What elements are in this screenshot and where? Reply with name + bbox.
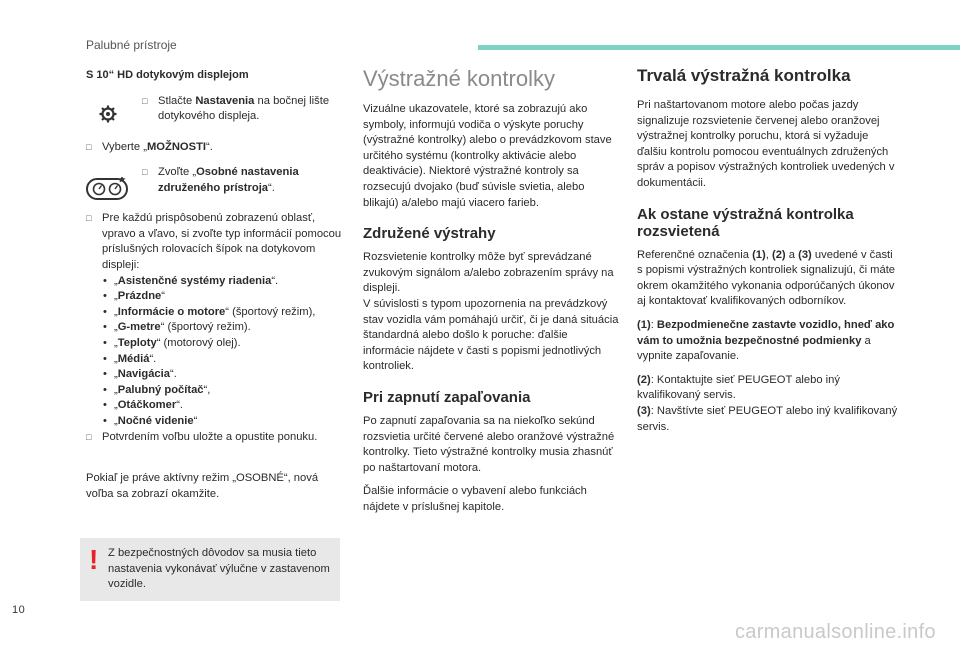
paragraph: Ďalšie informácie o vybavení alebo funkciách nájdete v príslušnej kapitole. <box>363 485 587 513</box>
cluster-settings-label: Osobné nastavenia združeného prístroja <box>158 166 299 194</box>
subsection-title: Združené výstrahy <box>363 225 496 243</box>
reference-item-1 <box>637 318 899 365</box>
subsection-title: Ak ostane výstražná kontrolka rozsvietená <box>637 205 854 240</box>
subsection-title: Pri zapnutí zapaľovania <box>363 388 531 406</box>
option-text-part: „ <box>114 305 118 318</box>
ref-2: (2) <box>771 248 786 261</box>
permanent-lamp-column <box>637 66 899 443</box>
info-options-list <box>102 274 342 430</box>
info-option-item <box>102 383 342 399</box>
info-option-item <box>102 352 342 368</box>
text-part: : <box>650 318 657 331</box>
step-text-part: na bočnej lište dotykového displeja. <box>158 94 330 123</box>
section-title: Výstražné kontrolky <box>363 66 555 91</box>
text-part: , <box>765 248 772 261</box>
option-label: Prázdne <box>117 290 162 303</box>
text-part: Referenčné označenia <box>637 248 753 261</box>
info-option-item <box>102 274 342 290</box>
option-text-part: “. <box>169 368 177 381</box>
option-label: Palubný počítač <box>117 383 204 396</box>
option-label: Asistenčné systémy riadenia <box>117 274 272 287</box>
warning-exclamation-icon: ! <box>89 544 99 575</box>
option-text-part: “. <box>176 399 184 412</box>
paragraph: V súvislosti s typom upozornenia na prevádzkový stav vozidla vám pomáhajú určiť, či je daná situácia štandardná alebo došlo k poruche: ďalšie informácie nájdete v časti s popismi jednotlivých kontroliek. <box>363 297 619 373</box>
paragraph: Rozsvietenie kontrolky môže byť sprevádzané zvukovým signálom a/alebo zobrazením správy na displeji. <box>363 251 614 295</box>
checkbox-bullet-icon: □ <box>86 141 92 152</box>
step-text-part: Vyberte „ <box>102 140 147 153</box>
reference-item-3 <box>637 404 899 435</box>
page-number: 10 <box>12 604 26 616</box>
step-text <box>142 165 342 196</box>
warning-lamps-column <box>363 66 619 523</box>
reference-paragraph <box>637 248 899 310</box>
option-text-part: “. <box>271 274 279 287</box>
warning-text: Z bezpečnostných dôvodov sa musia tieto nastavenia vykonávať výlučne v zastavenom vozidle. <box>108 547 330 591</box>
option-label: Navigácia <box>117 368 170 381</box>
step-text <box>142 94 342 125</box>
option-text-part: „ <box>114 399 118 412</box>
ref-1: (1) <box>752 248 766 261</box>
step-options <box>86 140 342 156</box>
step-text: Potvrdením voľbu uložte a opustite ponuku. <box>102 430 318 443</box>
option-text-part: „ <box>114 290 118 303</box>
header-title: Palubné prístroje <box>86 38 177 52</box>
option-label: Nočné videnie <box>117 414 194 427</box>
paragraph: Pri naštartovanom motore alebo počas jazdy signalizuje rozsvietenie červenej alebo oranžovej výstražnej kontrolky poruchu, ktorá si vyžaduje ďalšiu kontrolu pomocou eventuálnych združených správ a popisov výstražných kontroliek uvedených v dokumentácii. <box>637 99 895 189</box>
step-text-part: Zvoľte „ <box>158 166 197 179</box>
option-text-part: “ (športový režim), <box>225 305 316 318</box>
option-text-part: “. <box>149 352 157 365</box>
option-text-part: „ <box>114 414 118 427</box>
paragraph: Po zapnutí zapaľovania sa na niekoľko sekúnd rozsvietia určité červené alebo oranžové výstražné kontrolky. Tieto výstražné kontrolky musia zhasnúť po naštartovaní motora. <box>363 414 615 474</box>
option-label: Otáčkomer <box>117 399 177 412</box>
checkbox-bullet-icon: □ <box>86 431 92 442</box>
ref-2: (2) <box>637 373 651 386</box>
text-part: a vypnite zapaľovanie. <box>637 334 871 363</box>
option-text-part: “ (športový režim). <box>160 321 251 334</box>
step-text-part: Stlačte <box>158 94 196 107</box>
checkbox-bullet-icon: □ <box>142 167 148 178</box>
option-text-part: “ <box>161 290 165 303</box>
warning-box <box>80 538 340 601</box>
info-option-item <box>102 367 342 383</box>
section-title: Trvalá výstražná kontrolka <box>637 66 851 85</box>
info-option-item <box>102 414 342 430</box>
checkbox-bullet-icon: □ <box>142 95 148 106</box>
step-confirm <box>86 430 342 446</box>
mode-note: Pokiaľ je práve aktívny režim „OSOBNÉ“, nová voľba sa zobrazí okamžite. <box>86 472 319 500</box>
option-text-part: „ <box>114 336 118 349</box>
option-text-part: “, <box>203 383 211 396</box>
cluster-gauge-icon <box>86 177 128 201</box>
option-label: Informácie o motore <box>117 305 226 318</box>
text-part: : Navštívte sieť PEUGEOT alebo iný kvalifikovaný servis. <box>637 404 898 433</box>
ref-3: (3) <box>798 248 812 261</box>
ref-3: (3) <box>637 404 651 417</box>
option-text-part: “ (motorový olej). <box>156 336 241 349</box>
option-label: Médiá <box>117 352 150 365</box>
intro-paragraph: Vizuálne ukazovatele, ktoré sa zobrazujú ako symboly, informujú vodiča o výskyte poruchy (výstražné kontrolky) alebo o prevádzkovom stave určitého systému (kontrolky aktivácie alebo deaktivácie). Niektoré výstražné kontroly sa rozsecujú dvojako (buď súvisle svietia, alebo blikajú) a/alebo majú viacero farieb. <box>363 103 612 209</box>
header-accent-bar <box>478 45 960 50</box>
checkbox-bullet-icon: □ <box>86 213 92 224</box>
text-part: a <box>785 248 799 261</box>
option-text-part: „ <box>114 352 118 365</box>
option-text-part: „ <box>114 383 118 396</box>
step-text-part: “. <box>206 140 213 153</box>
step-text: Pre každú prispôsobenú zobrazenú oblasť, vpravo a vľavo, si zvoľte typ informácií pomocou príslušných rolovacích šípok na dotykovom displeji: <box>102 212 342 271</box>
ref-1: (1) <box>637 318 651 331</box>
watermark: carmanualsonline.info <box>735 621 936 643</box>
info-option-item <box>102 336 342 352</box>
step-choose-info <box>86 211 342 429</box>
option-text-part: „ <box>114 274 118 287</box>
gear-icon <box>96 102 120 126</box>
reference-item-2 <box>637 373 899 404</box>
option-label: G-metre <box>117 321 161 334</box>
option-text-part: “ <box>193 414 198 427</box>
info-option-item <box>102 289 342 305</box>
info-option-item <box>102 320 342 336</box>
section-heading: S 10“ HD dotykovým displejom <box>86 69 249 81</box>
options-label: MOŽNOSTI <box>146 140 207 153</box>
step-cluster-settings <box>86 165 342 203</box>
option-label: Teploty <box>117 336 157 349</box>
settings-label: Nastavenia <box>195 94 255 107</box>
info-option-item <box>102 305 342 321</box>
info-option-item <box>102 398 342 414</box>
step-text-part: “. <box>268 181 275 194</box>
step-settings <box>86 94 342 132</box>
settings-column <box>86 68 342 510</box>
stop-instruction: Bezpodmienečne zastavte vozidlo, hneď ako vám to umožnia bezpečnostné podmienky <box>637 318 895 347</box>
text-part: uvedené v časti s popismi výstražných kontroliek signalizujú, či máte okrem okamžitého vykonania odporúčaných úkonov aj kontaktovať kvalifikovaných odborníkov. <box>637 248 896 308</box>
option-text-part: „ <box>114 321 118 334</box>
option-text-part: „ <box>114 368 118 381</box>
text-part: : Kontaktujte sieť PEUGEOT alebo iný kvalifikovaný servis. <box>637 373 840 402</box>
